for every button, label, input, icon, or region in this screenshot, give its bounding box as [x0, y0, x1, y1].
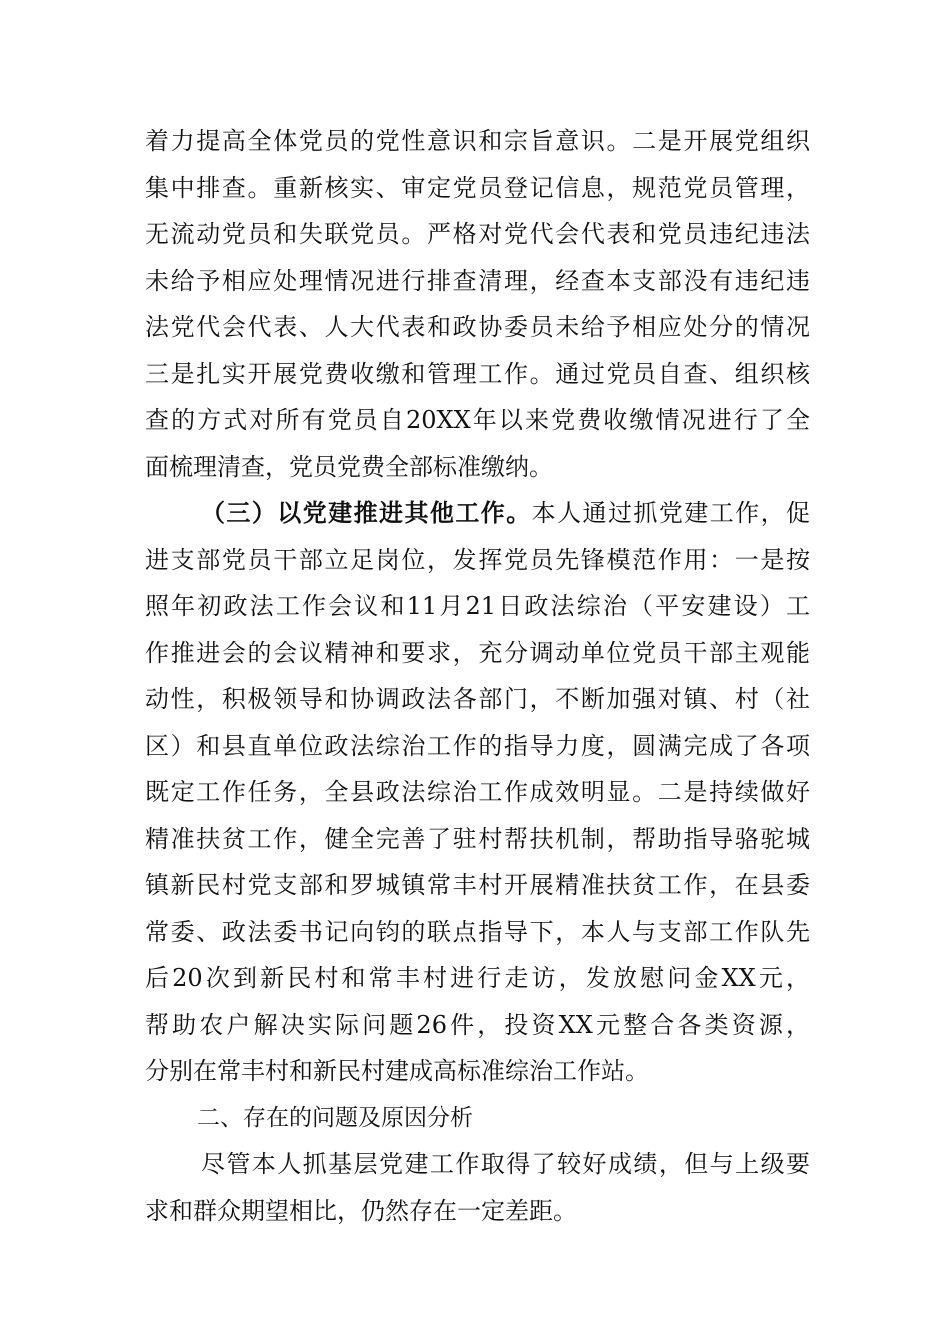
- text-line-first: [145, 490, 810, 537]
- text-line: 镇新民村党支部和罗城镇常丰村开展精准扶贫工作，在县委: [145, 871, 810, 899]
- text-line: 精准扶贫工作，健全完善了驻村帮扶机制，帮助指导骆驼城: [145, 824, 810, 853]
- text-line: 无流动党员和失联党员。严格对党代会代表和党员违纪违法: [145, 220, 810, 248]
- text-line: 区）和县直单位政法综治工作的指导力度，圆满完成了各项: [145, 731, 810, 760]
- text-line: 未给予相应处理情况进行排查清理，经查本支部没有违纪违: [145, 266, 810, 295]
- document-body: [145, 118, 810, 1234]
- text-line: 集中排查。重新核实、审定党员登记信息，规范党员管理，: [145, 173, 810, 202]
- text-line: 后20次到新民村和常丰村进行走访，发放慰问金XX元，: [145, 964, 810, 992]
- section-heading: 二、存在的问题及原因分析: [197, 1104, 473, 1131]
- text-line: 分别在常丰村和新民村建成高标准综治工作站。: [145, 1057, 649, 1085]
- text-line: 动性，积极领导和协调政法各部门，不断加强对镇、村（社: [145, 685, 810, 713]
- text-line: 三是扎实开展党费收缴和管理工作。通过党员自查、组织核: [145, 359, 810, 388]
- text-line: 作推进会的会议精神和要求，充分调动单位党员干部主观能: [145, 638, 810, 667]
- text-run: 本人通过抓党建工作，促: [531, 499, 811, 527]
- text-line: 照年初政法工作会议和11月21日政法综治（平安建设）工: [145, 592, 810, 620]
- text-line: 进支部党员干部立足岗位，发挥党员先锋模范作用：一是按: [145, 545, 810, 574]
- text-line-first: 尽管本人抓基层党建工作取得了较好成绩，但与上级要: [201, 1150, 810, 1178]
- text-line: 查的方式对所有党员自20XX年以来党费收缴情况进行了全: [145, 406, 810, 434]
- paragraph-other-work: [145, 490, 810, 1095]
- text-line: 面梳理清查，党员党费全部标准缴纳。: [145, 452, 553, 481]
- text-line: 常委、政法委书记向钧的联点指导下，本人与支部工作队先: [145, 917, 810, 946]
- text-line: 法党代会代表、人大代表和政协委员未给予相应处分的情况: [145, 313, 810, 341]
- text-line: 既定工作任务，全县政法综治工作成效明显。二是持续做好: [145, 778, 810, 806]
- text-line: 帮助农户解决实际问题26件，投资XX元整合各类资源，: [145, 1010, 810, 1039]
- paragraph-party-inspection: [145, 118, 810, 490]
- text-line: 求和群众期望相比，仍然存在一定差距。: [145, 1196, 577, 1225]
- text-line: 着力提高全体党员的党性意识和宗旨意识。二是开展党组织: [145, 127, 810, 155]
- paragraph-problems: [145, 1141, 810, 1234]
- subheading-three: （三）以党建推进其他工作。: [201, 498, 532, 527]
